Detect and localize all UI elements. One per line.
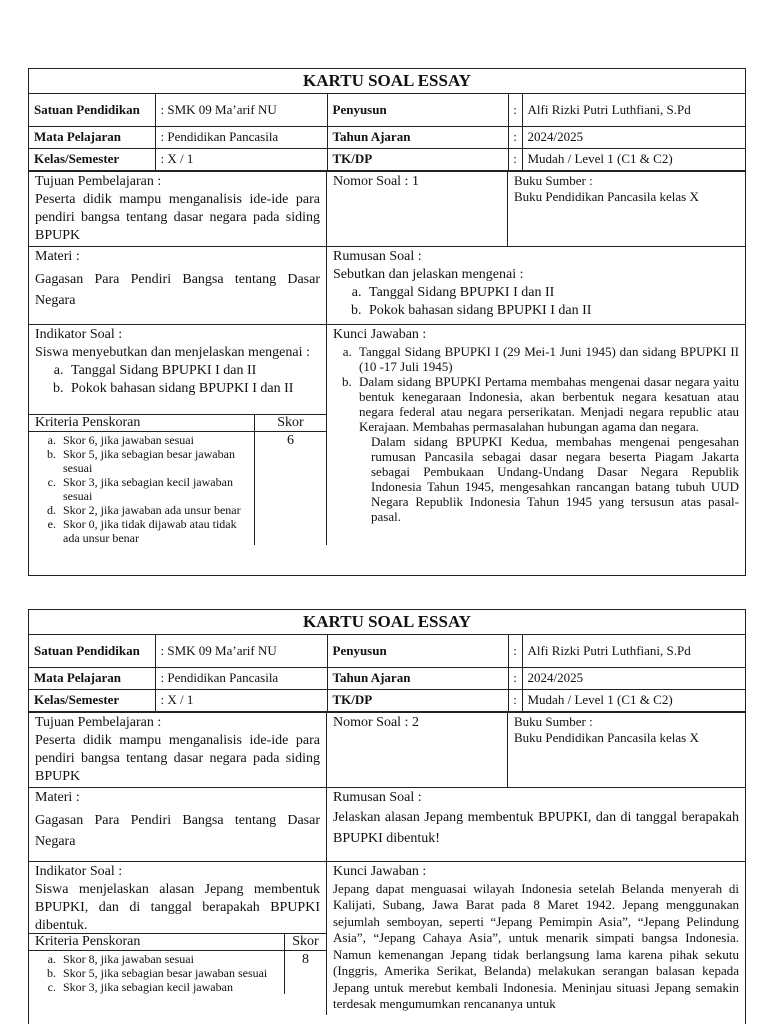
skor-column [285,934,326,994]
right-column [327,713,745,1015]
colon: : [508,689,522,711]
sumber-section [327,172,745,246]
buku-text: Buku Pendidikan Pancasila kelas X [514,729,699,745]
tkdp-label: TK/DP [327,148,508,170]
colon: : [508,148,522,170]
penyusun-value: Alfi Rizki Putri Luthfiani, S.Pd [522,94,745,126]
tahun-value: 2024/2025 [522,667,745,689]
materi-text: Gagasan Para Pendiri Bangsa tentang Dasar Negara [35,812,320,849]
tujuan-section [29,172,326,246]
kriteria-section [29,414,326,545]
skor-label: Skor [285,934,326,951]
card-body [29,712,745,1015]
tahun-label: Tahun Ajaran [327,126,508,148]
list-item: b. Skor 5, jika sebagian besar jawaban sesuai [59,966,284,980]
buku-label: Buku Sumber : [514,172,593,188]
penyusun-label: Penyusun [327,94,508,126]
left-column [29,713,327,1015]
kriteria-column [29,415,255,545]
materi-label: Materi : [35,248,80,264]
tahun-label: Tahun Ajaran [327,667,508,689]
card-body [29,171,745,545]
card-title: KARTU SOAL ESSAY [29,69,745,94]
tkdp-value: Mudah / Level 1 (C1 & C2) [522,689,745,711]
indikator-list [35,362,320,398]
rumusan-text: Jelaskan alasan Jepang membentuk BPUPKI, dan di tanggal berapakah BPUPKI dibentuk! [333,809,739,846]
card-header-table [29,94,745,171]
mapel-value: : Pendidikan Pancasila [155,126,327,148]
kelas-label: Kelas/Semester [29,689,155,711]
rumusan-section [327,246,745,324]
indikator-text: Siswa menyebutkan dan menjelaskan mengenai : [35,344,310,360]
indikator-section [29,324,326,414]
kriteria-list-wrap [29,432,254,545]
kriteria-label: Kriteria Penskoran [29,415,254,432]
skor-value: 8 [302,951,309,967]
rumusan-section [327,787,745,861]
materi-text: Gagasan Para Pendiri Bangsa tentang Dasar Negara [35,271,320,308]
materi-section [29,787,326,861]
satuan-label: Satuan Pendidikan [29,94,155,126]
colon: : [508,635,522,667]
rumusan-text: Sebutkan dan jelaskan mengenai : [333,266,524,282]
indikator-text: Siswa menjelaskan alasan Jepang membentuk BPUPKI, dan di tanggal berapakah BPUPKI dibentuk. [35,881,320,933]
kriteria-section [29,933,326,994]
kriteria-list [29,952,284,994]
list-item: b. Pokok bahasan sidang BPUPKI I dan II [67,380,320,398]
kunci-section [327,324,745,526]
list-item: c. Skor 3, jika sebagian kecil jawaban sesuai [59,475,254,503]
penyusun-label: Penyusun [327,635,508,667]
list-item: a. Tanggal Sidang BPUPKI I dan II [365,284,739,302]
rumusan-label: Rumusan Soal : [333,789,422,805]
satuan-value: : SMK 09 Ma’arif NU [155,94,327,126]
penyusun-value: Alfi Rizki Putri Luthfiani, S.Pd [522,635,745,667]
exam-card-2 [28,609,746,1024]
nomor-soal: Nomor Soal : 2 [327,713,508,787]
kunci-label: Kunci Jawaban : [333,326,427,342]
materi-section [29,246,326,324]
colon: : [508,126,522,148]
list-item: a. Skor 6, jika jawaban sesuai [59,433,254,447]
kriteria-column [29,934,285,994]
tahun-value: 2024/2025 [522,126,745,148]
list-item: b. Dalam sidang BPUPKI Pertama membahas mengenai dasar negara yaitu bentuk kenegaraan Indonesia, akan berbentuk negara kesatuan atau negara federal atau negara perserikatan. Menjadi negara republic atau Kerajaan. Membahas permasalahan hubungan agama dan negara. [355,374,739,434]
tujuan-label: Tujuan Pembelajaran : [35,173,162,189]
satuan-value: : SMK 09 Ma’arif NU [155,635,327,667]
tkdp-value: Mudah / Level 1 (C1 & C2) [522,148,745,170]
tkdp-label: TK/DP [327,689,508,711]
mapel-label: Mata Pelajaran [29,667,155,689]
kelas-value: : X / 1 [155,148,327,170]
list-item: a. Tanggal Sidang BPUPKI I dan II [67,362,320,380]
buku-label: Buku Sumber : [514,713,593,729]
kunci-list [333,344,739,434]
colon: : [508,94,522,126]
mapel-value: : Pendidikan Pancasila [155,667,327,689]
materi-label: Materi : [35,789,80,805]
mapel-label: Mata Pelajaran [29,126,155,148]
kunci-extra: Dalam sidang BPUPKI Kedua, membahas mengenai pengesahan rumusan Pancasila sebagai dasar negara beserta Piagam Jakarta sebagai Pembukaan Undang-Undang Dasar Negara Republik Indonesia Tahun 1945, mengesahkan rancangan batang tubuh UUD Negara Republik Indonesia Tahun 1945 yang tersusun atas pasal-pasal. [371,433,739,524]
card-title: KARTU SOAL ESSAY [29,610,745,635]
list-item: d. Skor 2, jika jawaban ada unsur benar [59,503,254,517]
tujuan-section [29,713,326,787]
kriteria-label: Kriteria Penskoran [29,934,284,951]
list-item: b. Pokok bahasan sidang BPUPKI I dan II [365,302,739,320]
tujuan-label: Tujuan Pembelajaran : [35,714,162,730]
kunci-label: Kunci Jawaban : [333,863,427,879]
satuan-label: Satuan Pendidikan [29,635,155,667]
kunci-text: Jepang dapat menguasai wilayah Indonesia setelah Belanda menyerah di Kalijati, Subang, Jawa Barat pada 8 Maret 1942. Jepang menggunakan sejumlah semboyan, seperti “Jepang Pemimpin Asia”, “Jepang Pelindung Asia”, “Jepang Cahaya Asia”, untuk menarik simpati bangsa Indonesia. Namun kemenangan Jepang tidak berlangsung lama karena pihak sekutu (Inggris, Amerika Serikat, Belanda) melakukan serangan balasan kepada Jepang untuk merebut kembali Indonesia. Meninjau situasi Jepang semakin terdesak mengumumkan rencananya untuk [333,880,739,1011]
buku-sumber [508,172,745,246]
list-item: b. Skor 5, jika sebagian besar jawaban sesuai [59,447,254,475]
skor-label: Skor [255,415,326,432]
nomor-soal: Nomor Soal : 1 [327,172,508,246]
buku-sumber [508,713,745,787]
kriteria-list [29,433,254,545]
list-item: e. Skor 0, jika tidak dijawab atau tidak ada unsur benar [59,517,254,545]
kelas-value: : X / 1 [155,689,327,711]
skor-column [255,415,326,545]
list-item: a. Skor 8, jika jawaban sesuai [59,952,284,966]
exam-card-1 [28,68,746,576]
kelas-label: Kelas/Semester [29,148,155,170]
left-column [29,172,327,545]
buku-text: Buku Pendidikan Pancasila kelas X [514,188,699,204]
rumusan-label: Rumusan Soal : [333,248,422,264]
right-column [327,172,745,545]
rumusan-list [333,284,739,320]
tujuan-text: Peserta didik mampu menganalisis ide-ide para pendiri bangsa tentang dasar negara pada siding BPUPK [35,732,320,784]
colon: : [508,667,522,689]
kunci-section [327,861,745,1015]
list-item: a. Tanggal Sidang BPUPKI I (29 Mei-1 Juni 1945) dan sidang BPUPKI II (10 -17 Juli 1945) [355,344,739,374]
indikator-section [29,861,326,933]
indikator-label: Indikator Soal : [35,863,123,879]
kriteria-list-wrap [29,951,284,994]
indikator-label: Indikator Soal : [35,326,123,342]
skor-value: 6 [287,432,294,448]
tujuan-text: Peserta didik mampu menganalisis ide-ide para pendiri bangsa tentang dasar negara pada siding BPUPK [35,191,320,243]
sumber-section [327,713,745,787]
list-item: c. Skor 3, jika sebagian kecil jawaban [59,980,284,994]
card-header-table [29,635,745,712]
